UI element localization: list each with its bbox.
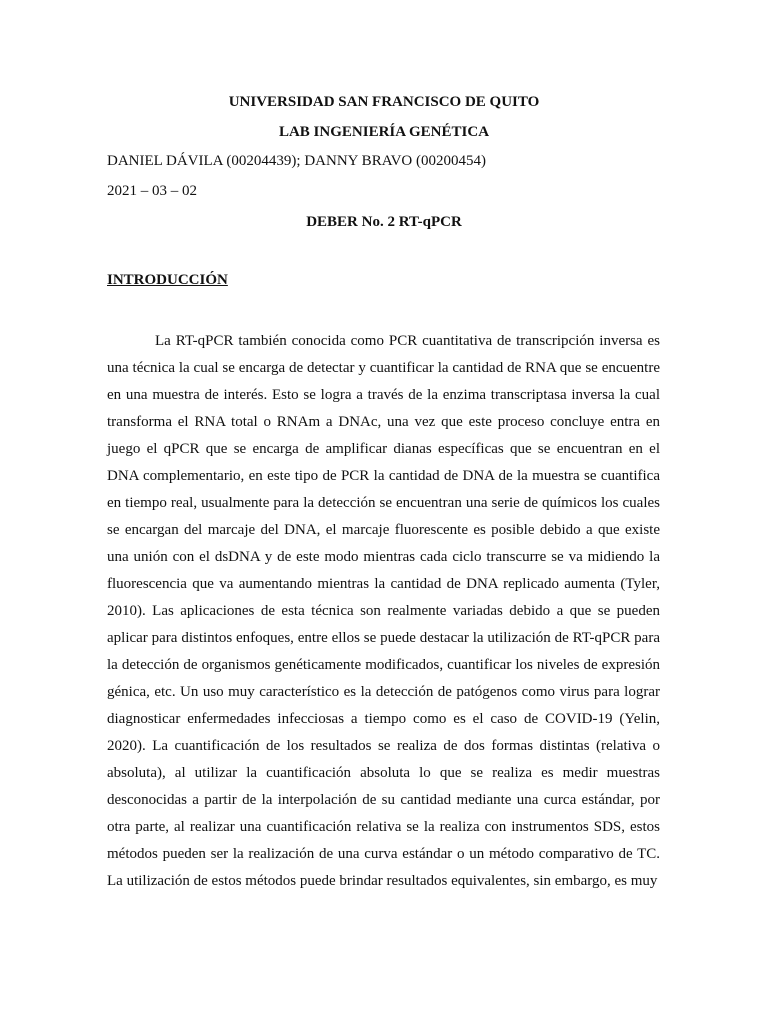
assignment-title: DEBER No. 2 RT-qPCR — [306, 214, 462, 230]
authors-line: DANIEL DÁVILA (00204439); DANNY BRAVO (00200454) — [107, 153, 486, 169]
section-heading-introduccion: INTRODUCCIÓN — [107, 272, 228, 288]
university-name: UNIVERSIDAD SAN FRANCISCO DE QUITO — [228, 94, 540, 110]
date-line: 2021 – 03 – 02 — [107, 183, 197, 199]
lab-name: LAB INGENIERÍA GENÉTICA — [278, 124, 490, 140]
introduction-paragraph: La RT-qPCR también conocida como PCR cuantitativa de transcripción inversa es una técnica la cual se encarga de detectar y cuantificar la cantidad de RNA que se encuentre en una muestra de interés. Esto se logra a través de la enzima transcriptasa inversa la cual transforma el RNA total o RNAm a DNAc, una vez que este proceso concluye entra en juego el qPCR que se encarga de amplificar dianas específicas que se encuentran en el DNA complementario, en este tipo de PCR la cantidad de DNA de la muestra se cuantifica en tiempo real, usualmente para la detección se encuentran una serie de químicos los cuales se encargan del marcaje del DNA, el marcaje fluorescente es posible debido a que existe una unión con el dsDNA y de este modo mientras cada ciclo transcurre se va midiendo la fluorescencia que va aumentando mientras la cantidad de DNA replicado aumenta (Tyler, 2010). Las aplicaciones de esta técnica son realmente variadas debido a que se pueden aplicar para distintos enfoques, entre ellos se puede destacar la utilización de RT-qPCR para la detección de organismos genéticamente modificados, cuantificar los niveles de expresión génica, etc. Un uso muy característico es la detección de patógenos como virus para lograr diagnosticar enfermedades infecciosas a tiempo como es el caso de COVID-19 (Yelin, 2020). La cuantificación de los resultados se realiza de dos formas distintas (relativa o absoluta), al utilizar la cuantificación absoluta lo que se realiza es medir muestras desconocidas a partir de la interpolación de su cantidad mediante una curca estándar, por otra parte, al realizar una cuantificación relativa se la realiza con instrumentos SDS, estos métodos pueden ser la realización de una curva estándar o un método comparativo de TC. La utilización de estos métodos puede brindar resultados equivalentes, sin embargo, es muy — [107, 333, 660, 889]
